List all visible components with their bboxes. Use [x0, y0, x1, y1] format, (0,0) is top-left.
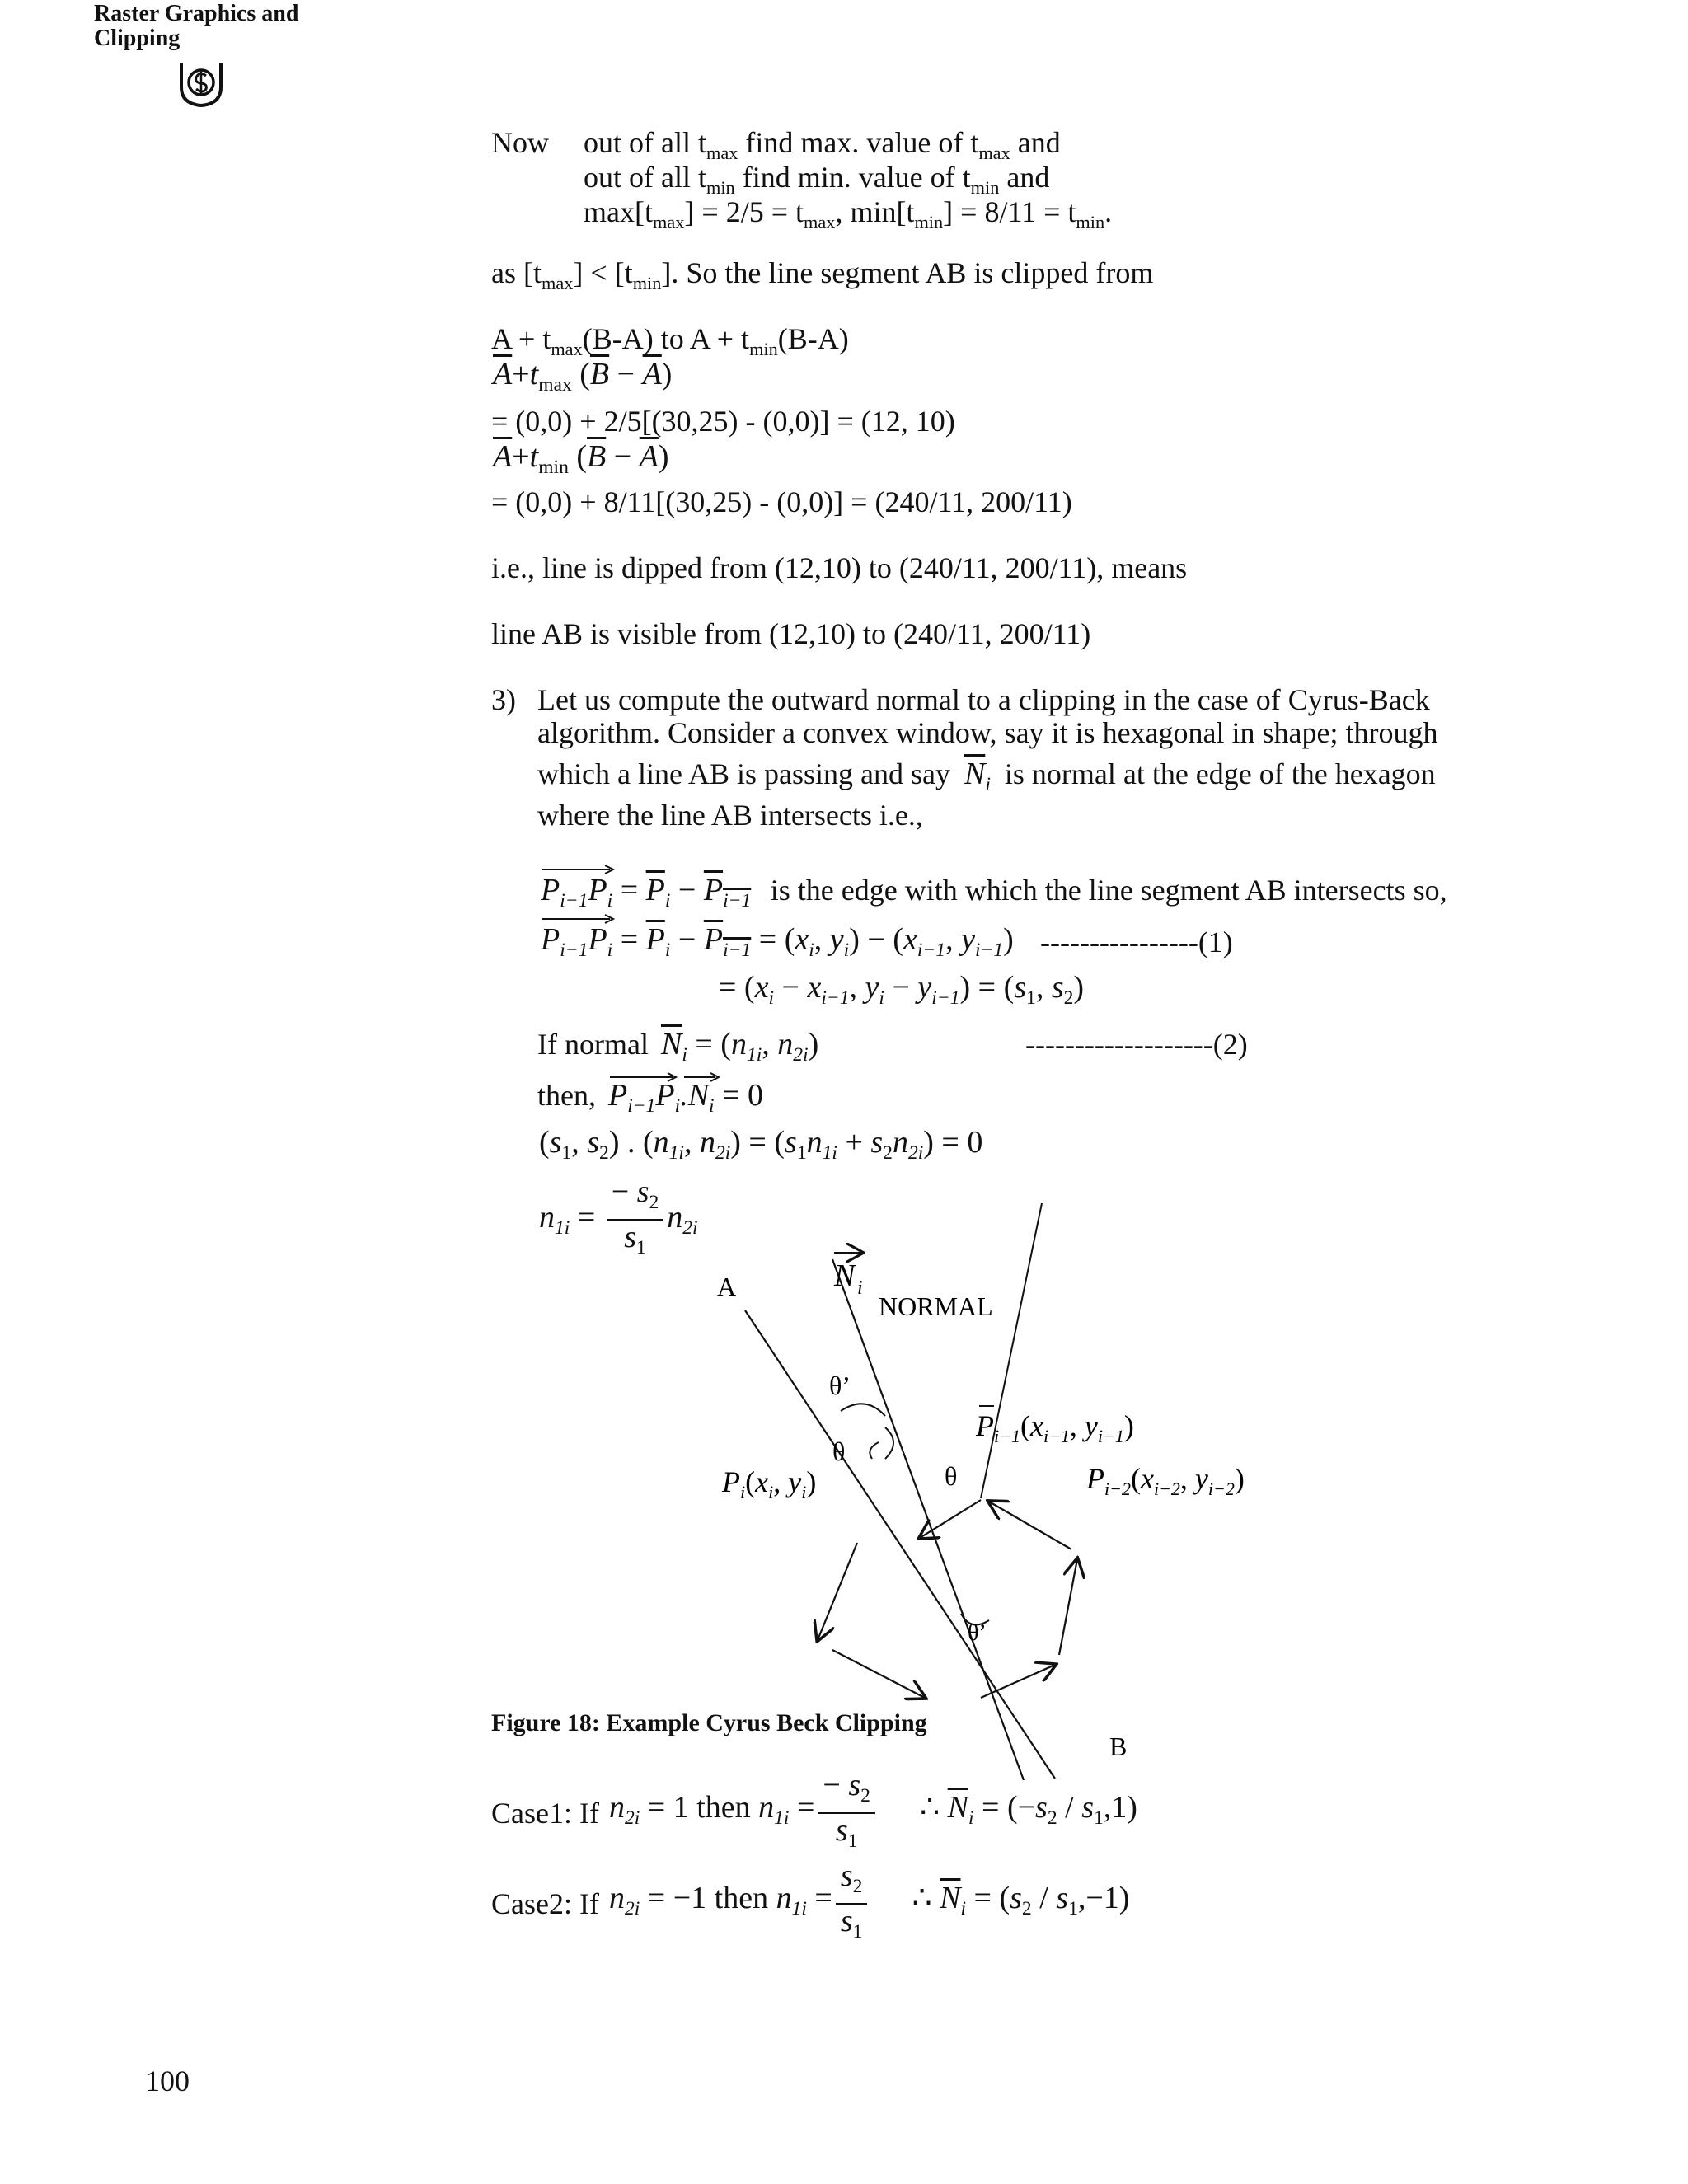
label-a: A: [717, 1272, 737, 1301]
para3-eq4: = (0,0) + 8/11[(30,25) - (0,0)] = (240/11, 200/11): [491, 485, 1072, 518]
line-ab: [745, 1310, 1055, 1779]
para3-eq1: $\overline{A}+t_{max}$ $(\overline{B} - \overline{A})$: [493, 357, 673, 396]
hex-edge-top: [920, 1500, 981, 1538]
item3-line3: which a line AB is passing and say $\overline{N}_i$ is normal at the edge of the hexagon: [537, 757, 1436, 796]
edge-vector-eq3: = ($x_i - x_{i-1}$, $y_i - y_{i-1}) = (s_1$, $s_2$): [719, 970, 1085, 1010]
label-theta: θ: [832, 1436, 846, 1466]
label-normal: NORMAL: [879, 1291, 993, 1321]
hex-edge-upper-right: [989, 1502, 1071, 1549]
label-p-i-minus-2: $P_{i-2}(x_{i-2}$, $y_{i-2}$): [1086, 1462, 1245, 1499]
label-p-i-minus-1: $P_{i-1}(x_{i-1}$, $y_{i-1}$): [976, 1409, 1134, 1446]
case1-row: Case1: If $n_{2i} = 1$ then $n_{1i}$ = $\frac{- s_2}{s_1}$ ∴ $\overline{N}_i = (-s_2 / s_1,1)$: [491, 1767, 1137, 1853]
hex-edge-1: [981, 1203, 1042, 1498]
item3-line2: algorithm. Consider a convex window, say it is hexagonal in shape; through: [537, 716, 1438, 749]
para1-line1: out of all $t_{max}$ find max. value of $t_{max}$ and: [584, 126, 1061, 163]
angle-arc-theta: [870, 1442, 879, 1459]
para3-eq3: $\overline{A}+t_{min}$ $(\overline{B} - \overline{A})$: [493, 439, 669, 479]
item3-line1: Let us compute the outward normal to a clipping in the case of Cyrus-Back: [537, 683, 1430, 716]
figure-caption: Figure 18: Example Cyrus Beck Clipping: [491, 1709, 927, 1736]
hex-edge-bottom: [832, 1650, 925, 1698]
n1i-solution-eq: $n_{1i}$ = $\frac{- s_2}{s_1}$ $n_{2i}$: [539, 1174, 698, 1259]
para2: as $[t_{max}] < [t_{min}]$. So the line segment AB is clipped from: [491, 256, 1154, 293]
hex-edge-right: [1059, 1559, 1077, 1655]
label-ni: N: [834, 1258, 856, 1293]
label-theta-2: θ: [945, 1461, 958, 1491]
label-ni-sub: i: [857, 1277, 863, 1299]
para3-eq2: = (0,0) + 2/5[(30,25) - (0,0)] = (12, 10): [491, 405, 955, 438]
label-theta-prime-2: θ’: [968, 1620, 987, 1646]
para1-line2: out of all $t_{min}$ find min. value of $t_{min}$ and: [584, 161, 1050, 198]
running-title-line2: Clipping: [94, 26, 181, 51]
normal-line: [832, 1259, 1024, 1780]
running-title-line1: Raster Graphics and: [94, 1, 299, 26]
item3-line4: where the line AB intersects i.e.,: [537, 799, 923, 832]
equation-tag-1: ----------------(1): [1040, 926, 1233, 958]
dot-product-eq: ($s_1$, $s_2$) . ($n_{1i}$, $n_{2i}) = (s_1n_{1i} + s_2n_{2i}) = 0$: [539, 1125, 983, 1165]
page-number: 100: [145, 2064, 190, 2097]
edge-vector-eq2: $P_{i-1}P_i = \overline{P}_i - P_{i-1} = (x_i$, $y_i) - (x_{i-1}$, $y_{i-1}$): [541, 921, 1014, 962]
hex-edge-lower-right: [981, 1665, 1055, 1698]
then-eq: then, $P_{i-1}P_i.N_i = 0$: [537, 1078, 763, 1123]
hex-edge-left: [818, 1543, 857, 1640]
para4: i.e., line is dipped from (12,10) to (240/11, 200/11), means: [491, 551, 1188, 584]
item3-number: 3): [491, 683, 516, 716]
if-normal-eq: If normal $\overline{N}_i = (n_{1i}$, $n_{2i}$): [537, 1027, 819, 1066]
para3-line1: $A + t_{max}(B-A)$ to $A + t_{min}(B-A)$: [491, 322, 849, 359]
label-theta-prime: θ’: [829, 1371, 851, 1400]
para1-line3: $\max[t_{max}] = 2/5 = t_{max}$, $\min[t_{min}] = 8/11 = t_{min}$.: [584, 195, 1113, 232]
cyrus-beck-diagram: [709, 1203, 1335, 1797]
edge-vector-eq1: $P_{i-1}P_i = \overline{P}_i - P_{i-1}$ is the edge with which the line segment AB intersects so,: [541, 872, 1447, 912]
angle-arc-right: [885, 1427, 893, 1459]
now-label: Now: [491, 126, 549, 159]
label-b: B: [1109, 1732, 1128, 1761]
equation-tag-2: -------------------(2): [1025, 1028, 1248, 1061]
label-p-i: $P_i(x_i$, $y_i$): [722, 1465, 817, 1502]
angle-arc-theta-prime: [841, 1404, 885, 1416]
university-logo-icon: [175, 58, 227, 109]
para5: line AB is visible from (12,10) to (240/11, 200/11): [491, 617, 1091, 650]
case2-row: Case2: If $n_{2i} = -1$ then $n_{1i}$ = $\frac{s_2}{s_1}$ ∴ $\overline{N}_i = (s_2 / s_1,-1)$: [491, 1858, 1130, 1943]
